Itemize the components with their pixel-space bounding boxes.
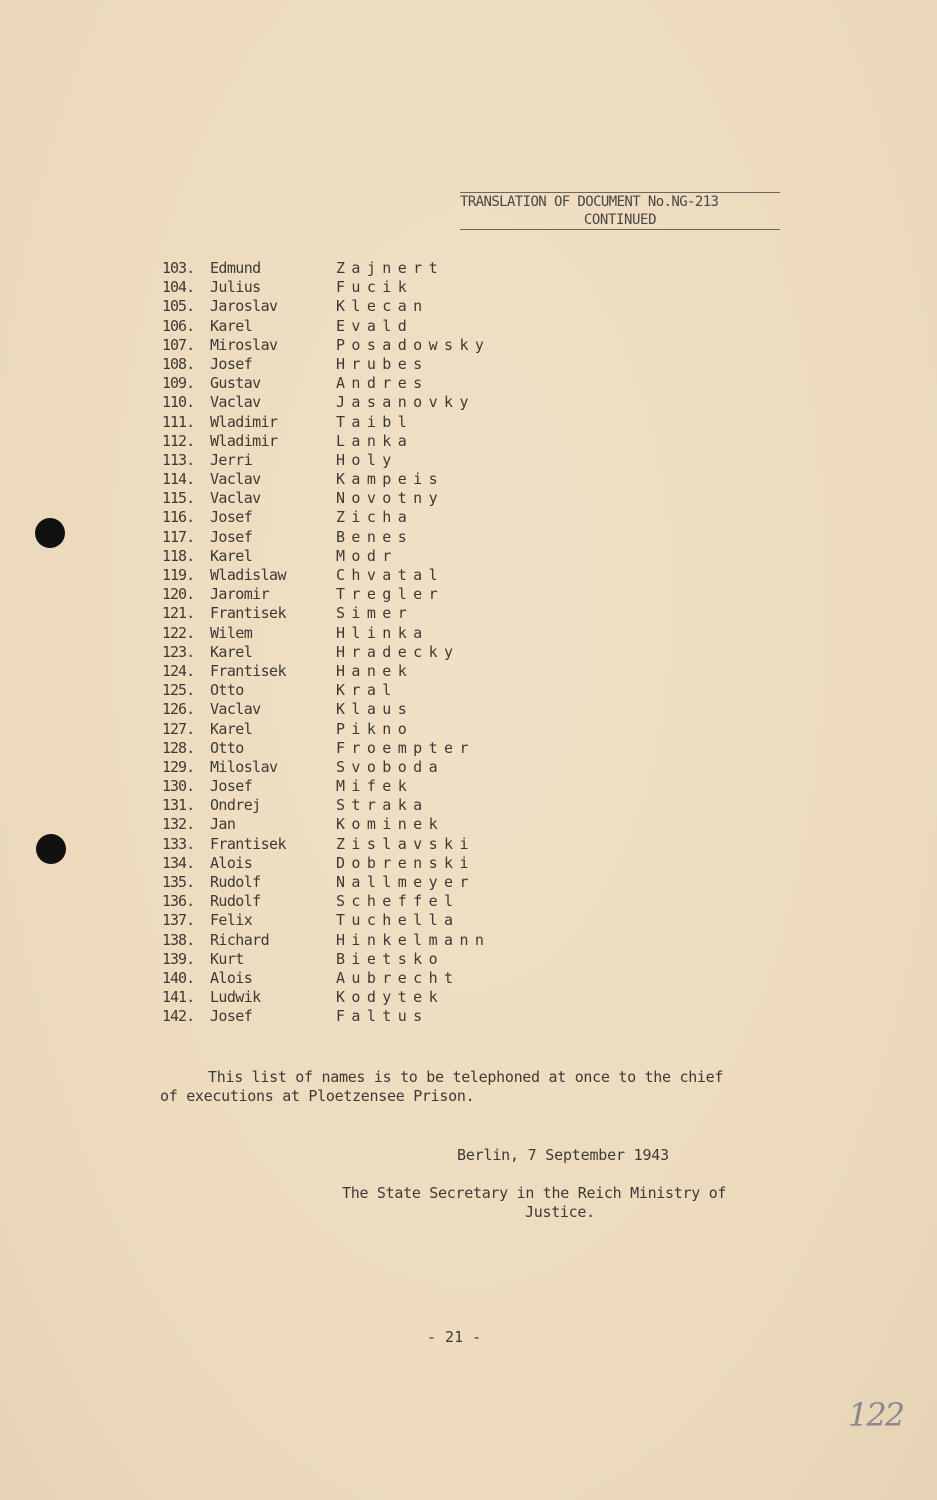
name-number: 139.	[162, 949, 195, 968]
first-name: Gustav	[210, 374, 261, 393]
first-name: Karel	[210, 316, 253, 335]
first-name: Rudolf	[210, 873, 261, 891]
first-name: Richard	[210, 930, 270, 949]
name-number: 107.	[162, 335, 195, 354]
first-name: Karel	[210, 642, 253, 661]
name-number: 117.	[162, 527, 195, 546]
name-number: 131.	[162, 796, 195, 815]
name-number: 126.	[162, 700, 195, 719]
last-name: Dobrenski	[336, 853, 475, 872]
first-name: Josef	[210, 777, 253, 796]
name-number: 142.	[162, 1007, 195, 1026]
last-name: Simer	[336, 604, 414, 623]
name-number: 108.	[162, 354, 195, 373]
last-name: Benes	[336, 527, 414, 546]
last-name: Lanka	[336, 431, 414, 450]
first-name: Ondrej	[210, 796, 261, 815]
last-name: Posadowsky	[336, 335, 491, 354]
last-name: Zajnert	[336, 259, 445, 277]
name-number: 115.	[162, 489, 195, 508]
last-name: Pikno	[336, 719, 414, 738]
signature-block	[342, 1184, 726, 1222]
first-name: Josef	[210, 508, 253, 527]
name-number: 129.	[162, 757, 195, 776]
punch-hole-top	[35, 518, 65, 548]
first-name: Josef	[210, 354, 253, 373]
handwritten-page-stamp: 122	[848, 1396, 904, 1434]
last-name: Hinkelmann	[336, 930, 491, 949]
first-name: Rudolf	[210, 892, 261, 911]
first-name: Edmund	[210, 259, 261, 277]
last-name: Hradecky	[336, 642, 460, 661]
last-name: Klaus	[336, 700, 414, 719]
name-number: 128.	[162, 738, 195, 757]
name-number: 121.	[162, 604, 195, 623]
last-name: Zicha	[336, 508, 414, 527]
first-name: Frantisek	[210, 834, 286, 853]
last-name: Kominek	[336, 815, 445, 834]
first-name: Miloslav	[210, 757, 278, 776]
first-name: Jaroslav	[210, 297, 278, 316]
name-number: 125.	[162, 681, 195, 700]
name-number: 109.	[162, 374, 195, 393]
name-number: 110.	[162, 393, 195, 412]
last-name: Nallmeyer	[336, 873, 475, 891]
last-name: Novotny	[336, 489, 445, 508]
last-name: Straka	[336, 796, 429, 815]
last-name: Hlinka	[336, 623, 429, 642]
last-name: Scheffel	[336, 892, 460, 911]
last-name: Modr	[336, 546, 398, 565]
name-number: 118.	[162, 546, 195, 565]
punch-hole-bottom	[36, 834, 66, 864]
first-name: Vaclav	[210, 393, 261, 412]
last-name: Faltus	[336, 1007, 429, 1026]
first-name: Otto	[210, 738, 244, 757]
last-name: Holy	[336, 450, 398, 469]
name-number: 136.	[162, 892, 195, 911]
name-number: 140.	[162, 968, 195, 987]
first-name: Ludwik	[210, 988, 261, 1007]
last-name: Kampeis	[336, 470, 445, 489]
last-name: Taibl	[336, 412, 414, 431]
last-name: Hanek	[336, 661, 414, 680]
first-name: Jerri	[210, 450, 253, 469]
name-number: 124.	[162, 661, 195, 680]
first-name: Julius	[210, 278, 261, 297]
last-name: Froempter	[336, 738, 475, 757]
first-name: Karel	[210, 719, 253, 738]
name-number: 114.	[162, 470, 195, 489]
paragraph-line-1: This list of names is to be telephoned at once to the chief	[208, 1068, 724, 1086]
last-name: Bietsko	[336, 949, 445, 968]
name-number: 127.	[162, 719, 195, 738]
name-number: 111.	[162, 412, 195, 431]
last-name: Jasanovky	[336, 393, 475, 412]
first-name: Josef	[210, 527, 253, 546]
name-number: 133.	[162, 834, 195, 853]
first-name: Wladimir	[210, 412, 278, 431]
first-name: Karel	[210, 546, 253, 565]
last-name: Tregler	[336, 585, 445, 604]
last-name: Kral	[336, 681, 398, 700]
last-name: Evald	[336, 316, 414, 335]
first-name: Otto	[210, 681, 244, 700]
last-name: Zislavski	[336, 834, 475, 853]
name-number: 103.	[162, 259, 195, 277]
first-name: Frantisek	[210, 604, 286, 623]
page-number: - 21 -	[427, 1328, 482, 1346]
first-name: Wilem	[210, 623, 253, 642]
name-number: 113.	[162, 450, 195, 469]
name-number: 104.	[162, 278, 195, 297]
name-number: 116.	[162, 508, 195, 527]
document-header	[460, 192, 780, 230]
name-number: 122.	[162, 623, 195, 642]
header-continued: CONTINUED	[460, 211, 780, 230]
first-name: Jan	[210, 815, 236, 834]
name-number: 123.	[162, 642, 195, 661]
last-name: Kodytek	[336, 988, 445, 1007]
name-number: 105.	[162, 297, 195, 316]
first-name: Alois	[210, 853, 253, 872]
last-name: Mifek	[336, 777, 414, 796]
last-name: Aubrecht	[336, 968, 460, 987]
first-name: Felix	[210, 911, 253, 930]
last-name: Hrubes	[336, 354, 429, 373]
first-name: Kurt	[210, 949, 244, 968]
name-number: 135.	[162, 873, 195, 891]
last-name: Fucik	[336, 278, 414, 297]
last-name: Tuchella	[336, 911, 460, 930]
last-name: Chvatal	[336, 566, 445, 584]
name-number: 138.	[162, 930, 195, 949]
first-name: Alois	[210, 968, 253, 987]
paragraph-line-2: of executions at Ploetzensee Prison.	[160, 1087, 475, 1105]
name-number: 130.	[162, 777, 195, 796]
first-name: Jaromir	[210, 585, 270, 604]
first-name: Vaclav	[210, 470, 261, 489]
signature-line-2: Justice.	[525, 1203, 595, 1221]
name-number: 120.	[162, 585, 195, 604]
name-number: 112.	[162, 431, 195, 450]
first-name: Miroslav	[210, 335, 278, 354]
last-name: Klecan	[336, 297, 429, 316]
first-name: Vaclav	[210, 700, 261, 719]
header-title: TRANSLATION OF DOCUMENT No.NG-213	[460, 194, 719, 210]
name-number: 132.	[162, 815, 195, 834]
name-number: 119.	[162, 566, 195, 584]
first-name: Vaclav	[210, 489, 261, 508]
name-number: 134.	[162, 853, 195, 872]
first-name: Frantisek	[210, 661, 286, 680]
instruction-paragraph	[160, 1068, 780, 1106]
first-name: Wladislaw	[210, 566, 286, 584]
name-number: 106.	[162, 316, 195, 335]
signature-line-1: The State Secretary in the Reich Ministry of	[342, 1184, 727, 1202]
last-name: Svoboda	[336, 757, 445, 776]
name-number: 137.	[162, 911, 195, 930]
last-name: Andres	[336, 374, 429, 393]
first-name: Josef	[210, 1007, 253, 1026]
name-number: 141.	[162, 988, 195, 1007]
date-line: Berlin, 7 September 1943	[457, 1146, 669, 1164]
first-name: Wladimir	[210, 431, 278, 450]
